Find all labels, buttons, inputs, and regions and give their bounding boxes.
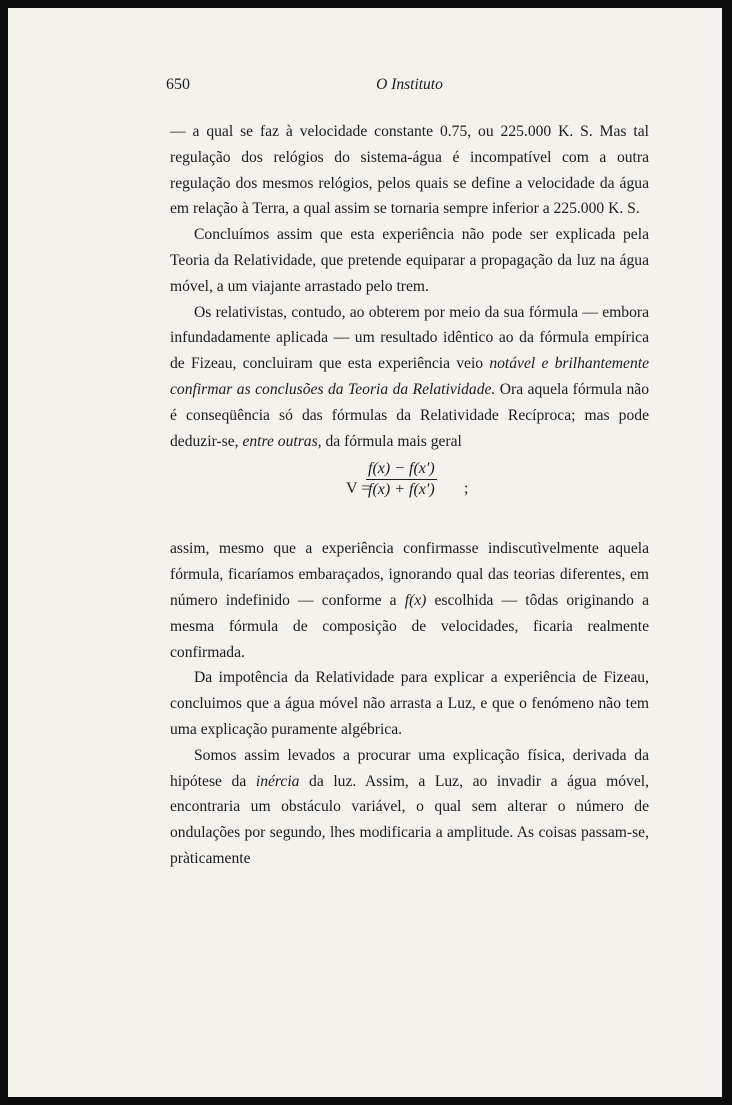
text-run: escolhida — tôdas originando a mesma fórmula de composição de velocidades, ficaria realmente confirmada. [170,591,649,661]
page-header [166,76,649,98]
italic-text: notável e brilhantemente confirmar as conclusões da Teoria da Relatividade. [170,355,649,398]
formula-punctuation: ; [464,480,469,498]
text-run: da luz. Assim, a Luz, ao invadir a água móvel, encontraria um obstáculo variável, o qual sem alterar o número de ondulações por segundo, lhes modificaria a amplitude. As coisas passam-se, pràticamente [170,772,650,867]
paragraph [170,665,649,742]
paragraph [170,743,649,872]
paragraph [170,300,649,455]
text-run: Da impotência da Relatividade para explicar a experiência de Fizeau, concluimos que a água móvel não arrasta a Luz, e que o fenómeno não tem uma explicação puramente algébrica. [170,669,649,738]
text-run: Ora aquela fórmula não é conseqüência só das fórmulas da Relatividade Recíproca; mas pode deduzir-se, [170,380,649,450]
text-run: — a qual se faz à velocidade constante 0.75, ou 225.000 K. S. Mas tal regulação dos relógios do sistema-água é incompatível com a outra regulação dos mesmos relógios, pelos quais se define a velocidade da água em relação à Terra, a qual assim se tornaria sempre inferior a 225.000 K. S. [170,123,649,218]
formula-denominator: f(x) + f(x′) [368,481,435,499]
book-page [8,8,722,1097]
page-body [170,119,649,872]
text-run: da fórmula mais geral [321,432,462,450]
formula-numerator: f(x) − f(x′) [368,460,435,478]
text-run: assim, mesmo que a experiência confirmasse indiscutìvelmente aquela fórmula, ficaríamos embaraçados, ignorando qual das teorias diferentes, em número indefinido — conforme a [170,540,649,609]
text-run: Concluímos assim que esta experiência não pode ser explicada pela Teoria da Relatividade, que pretende equiparar a propagação da luz na água móvel, a um viajante arrastado pelo trem. [170,226,649,295]
italic-text: f(x) [404,591,427,609]
italic-text: inércia [255,772,300,790]
paragraph [170,222,649,299]
formula-lhs: V = [346,480,371,498]
paragraphs-after-formula [170,536,649,871]
running-title: O Instituto [376,76,443,93]
page-number: 650 [166,76,190,93]
text-run: Os relativistas, contudo, ao obterem por meio da sua fórmula — embora infundadamente aplicada — um resultado idêntico ao da fórmula empírica de Fizeau, concluiram que esta experiência veio [170,303,649,373]
paragraph [170,536,649,665]
text-run: Somos assim levados a procurar uma explicação física, derivada da hipótese da [170,746,649,790]
formula [170,454,649,536]
paragraph [170,119,649,222]
fraction-bar [366,479,437,480]
paragraphs-before-formula [170,119,649,454]
italic-text: entre outras, [242,432,322,450]
formula-fraction [366,460,437,499]
